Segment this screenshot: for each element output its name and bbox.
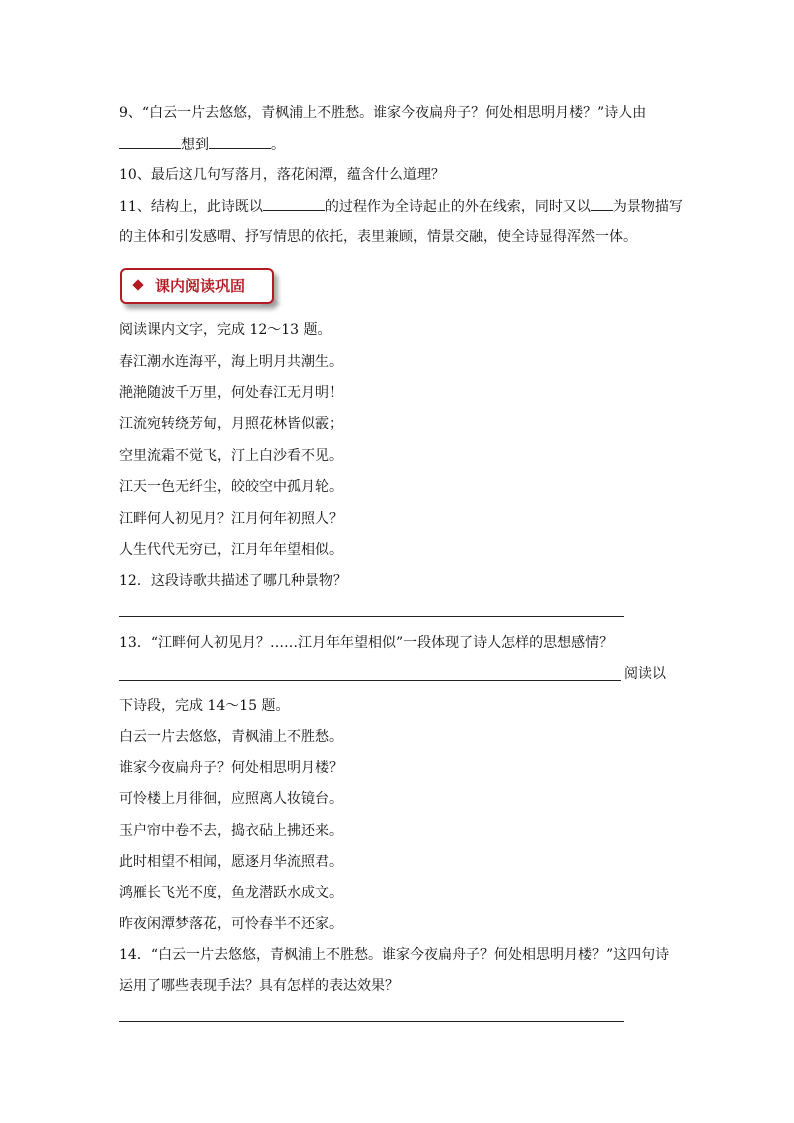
poem-2-line: 昨夜闲潭梦落花，可怜春半不还家。	[119, 916, 343, 932]
poem-1-line: 江畔何人初见月？江月何年初照人？	[119, 511, 343, 527]
answer-blank[interactable]	[591, 197, 613, 211]
poem-1-line: 江天一色无纤尘，皎皎空中孤月轮。	[119, 479, 343, 495]
question-11-line-2: 的主体和引发感喟、抒写情思的依托，表里兼顾，情景交融，使全诗显得浑然一体。	[119, 229, 637, 245]
poem-1-line: 江流宛转绕芳甸，月照花林皆似霰；	[119, 416, 343, 432]
section-heading	[120, 268, 274, 304]
question-14-line-1: 14．“白云一片去悠悠，青枫浦上不胜愁。谁家今夜扁舟子？何处相思明月楼？”这四句诗	[119, 947, 670, 963]
answer-blank[interactable]	[263, 197, 325, 211]
question-10: 10、最后这几句写落月，落花闲潭，蕴含什么道理？	[119, 167, 445, 183]
question-9-line-2	[119, 135, 285, 154]
poem-2-line: 可怜楼上月徘徊，应照离人妆镜台。	[119, 791, 343, 807]
answer-line[interactable]	[119, 680, 621, 681]
poem-2-line: 玉户帘中卷不去，捣衣砧上拂还来。	[119, 823, 343, 839]
poem-2-line: 白云一片去悠悠，青枫浦上不胜愁。	[119, 729, 343, 745]
poem-1-line: 空里流霜不觉飞，汀上白沙看不见。	[119, 448, 343, 464]
answer-line[interactable]	[119, 616, 624, 617]
poem-2-line: 鸿雁长飞光不度，鱼龙潜跃水成文。	[119, 885, 343, 901]
q11-text-part-1: 11、结构上，此诗既以	[119, 199, 263, 215]
q9-middle-text: 想到	[181, 137, 209, 153]
answer-blank[interactable]	[119, 135, 181, 149]
poem-2-line: 谁家今夜扁舟子？何处相思明月楼？	[119, 760, 343, 776]
diamond-icon	[132, 279, 143, 290]
q11-text-part-2: 的过程作为全诗起止的外在线索，同时又以	[324, 199, 591, 215]
poem-1-line: 人生代代无穷已，江月年年望相似。	[119, 542, 343, 558]
poem-2-line: 此时相望不相闻，愿逐月华流照君。	[119, 854, 343, 870]
q9-end-text: 。	[271, 137, 285, 153]
reading-2-intro: 下诗段，完成 14～15 题。	[119, 698, 290, 714]
question-13: 13．“江畔何人初见月？……江月年年望相似”一段体现了诗人怎样的思想感情？	[119, 635, 614, 651]
answer-line[interactable]	[119, 1021, 624, 1022]
question-12: 12．这段诗歌共描述了哪几种景物？	[119, 573, 347, 589]
answer-blank[interactable]	[209, 135, 271, 149]
section-heading-label: 课内阅读巩固	[155, 277, 246, 295]
q11-text-part-3: 为景物描写	[612, 199, 683, 215]
reading-2-intro-start: 阅读以	[624, 666, 666, 682]
poem-1-line: 春江潮水连海平，海上明月共潮生。	[119, 354, 343, 370]
question-9-line-1: 9、“白云一片去悠悠，青枫浦上不胜愁。谁家今夜扁舟子？何处相思明月楼？”诗人由	[119, 105, 647, 121]
reading-1-intro: 阅读课内文字，完成 12～13 题。	[119, 322, 332, 338]
poem-1-line: 滟滟随波千万里，何处春江无月明！	[119, 385, 343, 401]
question-14-line-2: 运用了哪些表现手法？具有怎样的表达效果？	[119, 978, 399, 994]
question-11-line-1	[119, 197, 683, 216]
